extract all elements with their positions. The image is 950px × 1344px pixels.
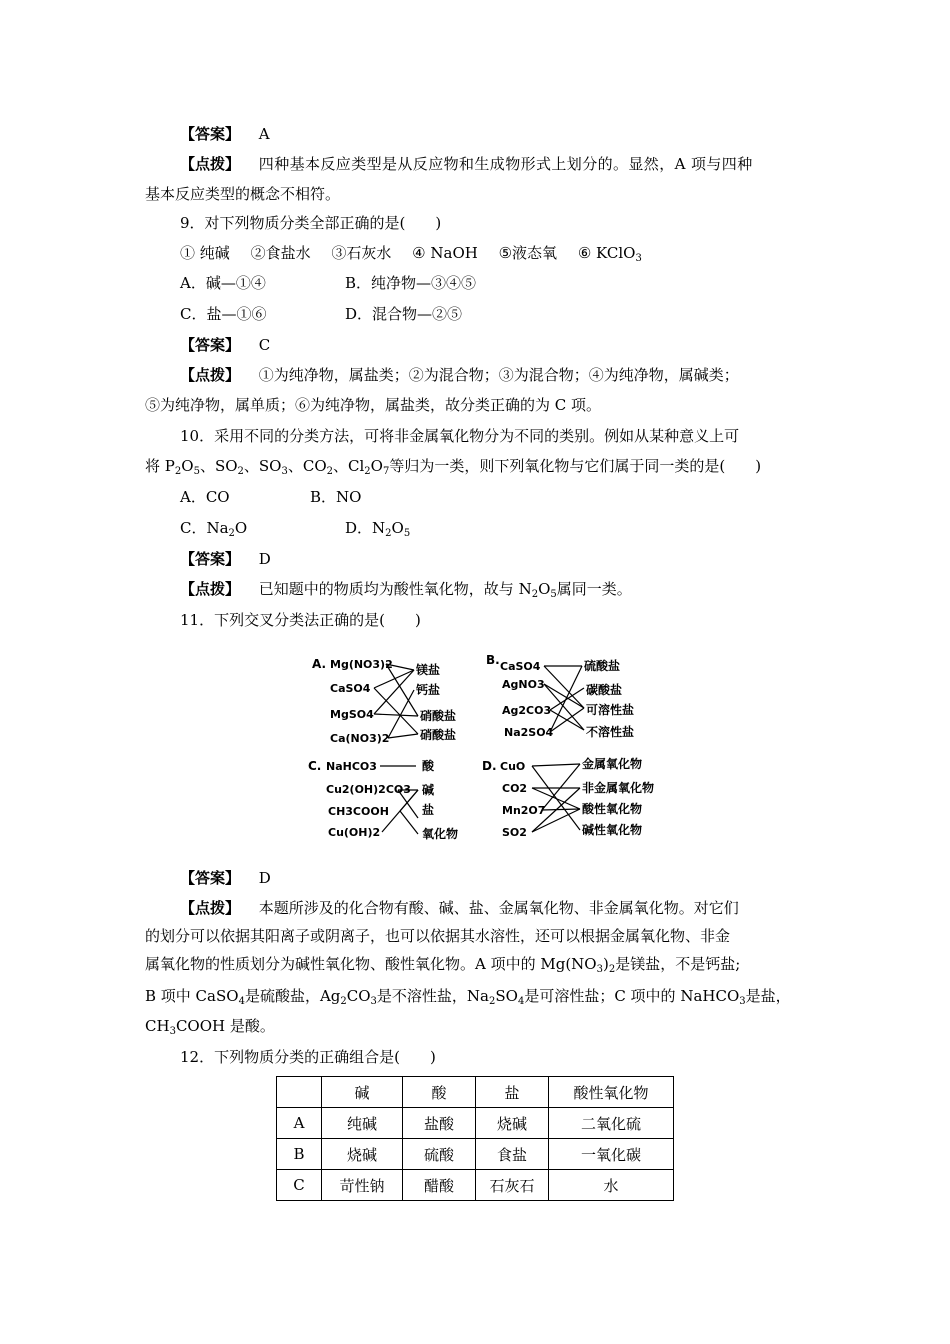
answer-label: 【答案】: [180, 336, 241, 354]
hint-label: 【点拨】: [180, 899, 241, 917]
cross-classification-diagram: [300, 648, 680, 848]
diagram-a-right-2: 钙盐: [416, 683, 441, 697]
diagram-b-right-1: 硫酸盐: [584, 659, 621, 673]
table-cell: B: [277, 1139, 322, 1170]
diagram-d-right-1: 金属氧化物: [582, 757, 643, 771]
q10-stem-line-2: 将 $P_2O_5$、$SO_2$、$SO_3$、$CO_2$、$Cl_2O_7$等归为一类，则下列氧化物与它们属于同一类的是( ): [145, 457, 762, 477]
diagram-d-left-2: CO2: [502, 782, 528, 795]
q11-answer-value: D: [258, 869, 271, 887]
q8-hint-text-1: 四种基本反应类型是从反应物和生成物形式上划分的。显然，A 项与四种: [258, 155, 753, 173]
diagram-c-right-3: 盐: [422, 803, 435, 817]
q10-answer-value: D: [258, 550, 271, 568]
answer-label: 【答案】: [180, 550, 241, 568]
diagram-c-left-1: NaHCO3: [326, 760, 377, 773]
q8-hint-line-2: 基本反应类型的概念不相符。: [145, 185, 341, 203]
q11-stem: 11．下列交叉分类法正确的是( ): [180, 611, 421, 629]
q10-option-d: D．$N_2O_5$: [345, 519, 411, 539]
diagram-b-left-4: Na2SO4: [504, 726, 554, 739]
q9-hint-line-1: [180, 365, 739, 385]
diagram-d-tag: D.: [482, 759, 497, 773]
table-cell: 水: [549, 1170, 674, 1201]
diagram-c-left-2: Cu2(OH)2CO3: [326, 783, 411, 796]
hint-label: 【点拨】: [180, 155, 241, 173]
q11-hint-line-1: [180, 898, 739, 918]
diagram-connector-lines: [374, 664, 584, 834]
diagram-d-left-4: SO2: [502, 826, 527, 839]
table-header-cell: [277, 1077, 322, 1108]
q9-item-1: ① 纯碱: [180, 244, 230, 262]
q9-item-6: ⑥ KClO$_3$: [577, 244, 642, 264]
q10-answer-line: [180, 549, 271, 569]
q9-answer-line: [180, 335, 270, 355]
table-cell: 苛性钠: [322, 1170, 403, 1201]
table-header-cell: 酸: [403, 1077, 476, 1108]
diagram-c-tag: C.: [308, 759, 322, 773]
q9-hint-text-1: ①为纯净物，属盐类；②为混合物；③为混合物；④为纯净物，属碱类；: [258, 366, 739, 384]
q11-answer-line: [180, 868, 271, 888]
diagram-c-right-1: 酸: [422, 759, 435, 773]
table-cell: 醋酸: [403, 1170, 476, 1201]
diagram-a-tag: A.: [312, 657, 327, 671]
diagram-a-left-3: MgSO4: [330, 708, 374, 721]
table-cell: 烧碱: [322, 1139, 403, 1170]
q10-stem-line-1: 10．采用不同的分类方法，可将非金属氧化物分为不同的类别。例如从某种意义上可: [180, 427, 740, 445]
diagram-a-left-4: Ca(NO3)2: [330, 732, 390, 745]
diagram-b-right-4: 不溶性盐: [586, 725, 635, 739]
diagram-d-right-2: 非金属氧化物: [582, 781, 655, 795]
q11-hint-line-5: $CH_3COOH$ 是酸。: [145, 1017, 275, 1037]
q10-hint-line: [180, 579, 632, 599]
q10-option-b: B．NO: [310, 488, 362, 506]
table-cell: 石灰石: [476, 1170, 549, 1201]
diagram-a-right-3: 硝酸盐: [420, 709, 457, 723]
table-row: [277, 1108, 674, 1139]
answer-label: 【答案】: [180, 869, 241, 887]
diagram-a-left-2: CaSO4: [330, 682, 371, 695]
diagram-d-left-1: CuO: [500, 760, 526, 773]
q9-hint-line-2: ⑤为纯净物，属单质；⑥为纯净物，属盐类，故分类正确的为 C 项。: [145, 396, 602, 414]
diagram-c-right-2: 碱: [422, 783, 435, 797]
diagram-d-right-4: 碱性氧化物: [582, 823, 643, 837]
q11-hint-line-4: B 项中 CaSO$_4$是硫酸盐，$Ag_2CO_3$是不溶性盐，$Na_2SO_4$是可溶性盐；C 项中的 NaHCO$_3$是盐，: [145, 987, 791, 1007]
q9-items: [180, 243, 642, 263]
answer-label: 【答案】: [180, 125, 241, 143]
q8-answer-value: A: [258, 125, 270, 143]
q9-item-5: ⑤液态氧: [498, 244, 558, 262]
table-header-cell: 盐: [476, 1077, 549, 1108]
q9-item-3: ③石灰水: [331, 244, 392, 262]
diagram-d-right-3: 酸性氧化物: [582, 802, 643, 816]
hint-label: 【点拨】: [180, 366, 241, 384]
table-cell: 纯碱: [322, 1108, 403, 1139]
q11-hint-line-2: 的划分可以依据其阳离子或阴离子，也可以依据其水溶性，还可以根据金属氧化物、非金: [145, 927, 731, 945]
table-cell: 烧碱: [476, 1108, 549, 1139]
diagram-c-left-3: CH3COOH: [328, 805, 389, 818]
q10-option-a: A．CO: [180, 488, 230, 506]
diagram-b-right-3: 可溶性盐: [586, 703, 635, 717]
table-cell: 硫酸: [403, 1139, 476, 1170]
q9-stem: 9．对下列物质分类全部正确的是( ): [180, 214, 442, 232]
diagram-c-left-4: Cu(OH)2: [328, 826, 381, 839]
diagram-a-right-1: 镁盐: [416, 663, 441, 677]
q10-hint-text: 已知题中的物质均为酸性氧化物，故与 $N_2O_5$属同一类。: [258, 580, 632, 600]
table-cell: C: [277, 1170, 322, 1201]
q9-option-d: D．混合物—②⑤: [345, 305, 463, 323]
q9-option-b: B．纯净物—③④⑤: [345, 274, 477, 292]
q9-answer-value: C: [258, 336, 271, 354]
q9-option-c: C．盐—①⑥: [180, 305, 267, 323]
diagram-d-left-3: Mn2O7: [502, 804, 546, 817]
table-cell: 一氧化碳: [549, 1139, 674, 1170]
q11-hint-line-3: 属氧化物的性质划分为碱性氧化物、酸性氧化物。A 项中的 $Mg(NO_3)_2$是镁盐，不是钙盐;: [145, 955, 741, 975]
diagram-b-tag: B.: [486, 653, 500, 667]
diagram-c-right-4: 氧化物: [422, 827, 459, 841]
diagram-b-left-1: CaSO4: [500, 660, 541, 673]
hint-label: 【点拨】: [180, 580, 241, 598]
diagram-a-left-1: Mg(NO3)2: [330, 658, 393, 671]
table-cell: 盐酸: [403, 1108, 476, 1139]
table-row: [277, 1139, 674, 1170]
table-row: [277, 1170, 674, 1201]
table-cell: 食盐: [476, 1139, 549, 1170]
diagram-b-left-3: Ag2CO3: [502, 704, 552, 717]
q10-option-c: C．$Na_2O$: [180, 519, 248, 539]
q9-item-4: ④ NaOH: [412, 244, 478, 262]
q9-item-2: ②食盐水: [250, 244, 311, 262]
q8-hint-line-1: [180, 154, 753, 174]
q8-answer-line: [180, 124, 270, 144]
table-header-row: [277, 1077, 674, 1108]
classification-table: [276, 1076, 674, 1201]
table-header-cell: 碱: [322, 1077, 403, 1108]
diagram-a-right-4: 硝酸盐: [420, 728, 457, 742]
diagram-b-left-2: AgNO3: [502, 678, 545, 691]
table-cell: 二氧化硫: [549, 1108, 674, 1139]
q12-stem: 12．下列物质分类的正确组合是( ): [180, 1048, 436, 1066]
table-header-cell: 酸性氧化物: [549, 1077, 674, 1108]
q11-hint-text-1: 本题所涉及的化合物有酸、碱、盐、金属氧化物、非金属氧化物。对它们: [258, 899, 739, 917]
table-cell: A: [277, 1108, 322, 1139]
q9-option-a: A．碱—①④: [180, 274, 266, 292]
diagram-b-right-2: 碳酸盐: [586, 683, 623, 697]
